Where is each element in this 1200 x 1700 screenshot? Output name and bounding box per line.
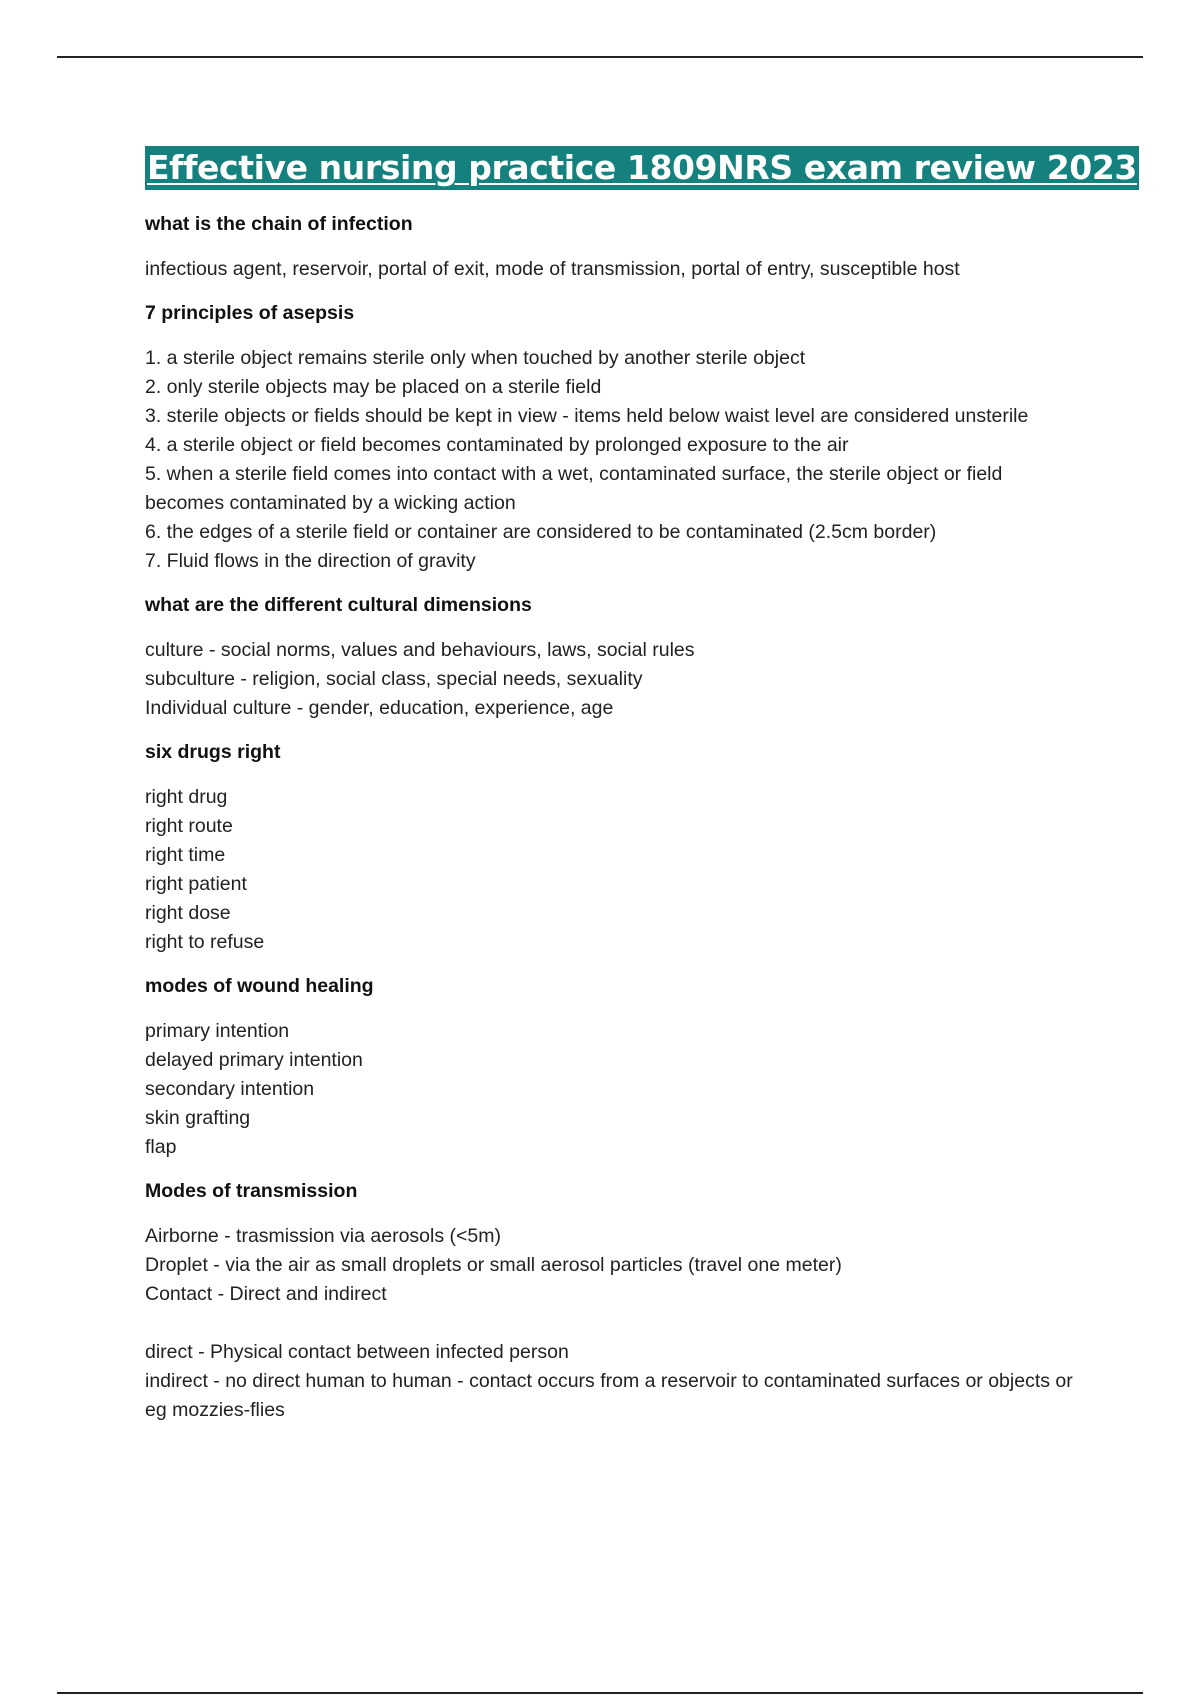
answer-line: 4. a sterile object or field becomes contaminated by prolonged exposure to the air — [145, 434, 849, 456]
answer-line: 3. sterile objects or fields should be kept in view - items held below waist level are considered unsterile — [145, 405, 1029, 427]
answer-line: Individual culture - gender, education, experience, age — [145, 697, 614, 719]
answer-block — [145, 344, 1095, 576]
qa-section-wound-healing — [145, 972, 1095, 1162]
title-block — [145, 146, 1139, 190]
document-title: Effective nursing practice 1809NRS exam review 2023 — [145, 146, 1139, 190]
blank-line — [145, 1309, 1095, 1338]
qa-section-drug-rights — [145, 738, 1095, 957]
answer-line: Contact - Direct and indirect — [145, 1283, 387, 1305]
answer-line: right patient — [145, 873, 247, 895]
document-body — [145, 146, 1137, 1440]
answer-line: 1. a sterile object remains sterile only when touched by another sterile object — [145, 347, 806, 369]
answer-line: flap — [145, 1136, 177, 1158]
answer-line: direct - Physical contact between infected person — [145, 1341, 569, 1363]
answer-block — [145, 1017, 1095, 1162]
answer-line: right dose — [145, 902, 231, 924]
answer-line: Airborne - trasmission via aerosols (<5m) — [145, 1225, 501, 1247]
answer-block — [145, 1222, 1095, 1425]
answer-line: right to refuse — [145, 931, 265, 953]
answer-line: 7. Fluid flows in the direction of gravity — [145, 550, 476, 572]
answer-block — [145, 783, 1095, 957]
question-heading: what is the chain of infection — [145, 213, 413, 235]
qa-section-asepsis — [145, 299, 1095, 576]
answer-line: subculture - religion, social class, special needs, sexuality — [145, 668, 643, 690]
answer-line: skin grafting — [145, 1107, 251, 1129]
answer-line: 5. when a sterile field comes into contact with a wet, contaminated surface, the sterile object or field becomes contaminated by a wicking action — [145, 463, 1003, 514]
answer-line: infectious agent, reservoir, portal of exit, mode of transmission, portal of entry, susceptible host — [145, 258, 960, 280]
question-heading: 7 principles of asepsis — [145, 302, 355, 324]
answer-line: 6. the edges of a sterile field or container are considered to be contaminated (2.5cm border) — [145, 521, 937, 543]
answer-line: right time — [145, 844, 226, 866]
answer-line: Droplet - via the air as small droplets or small aerosol particles (travel one meter) — [145, 1254, 842, 1276]
top-rule — [57, 56, 1143, 58]
bottom-rule — [57, 1692, 1143, 1694]
answer-block — [145, 255, 1095, 284]
answer-line: 2. only sterile objects may be placed on a sterile field — [145, 376, 602, 398]
qa-section-transmission — [145, 1177, 1095, 1425]
answer-line: secondary intention — [145, 1078, 315, 1100]
answer-line: right drug — [145, 786, 228, 808]
answer-line: indirect - no direct human to human - contact occurs from a reservoir to contaminated surfaces or objects or eg mozzies-flies — [145, 1370, 1073, 1421]
answer-line: primary intention — [145, 1020, 290, 1042]
answer-line: delayed primary intention — [145, 1049, 363, 1071]
answer-line: culture - social norms, values and behaviours, laws, social rules — [145, 639, 695, 661]
question-heading: modes of wound healing — [145, 975, 374, 997]
question-heading: what are the different cultural dimensions — [145, 594, 532, 616]
question-heading: six drugs right — [145, 741, 281, 763]
qa-section-chain-of-infection — [145, 210, 1095, 284]
answer-line: right route — [145, 815, 233, 837]
answer-block — [145, 636, 1095, 723]
question-heading: Modes of transmission — [145, 1180, 358, 1202]
qa-section-cultural-dimensions — [145, 591, 1095, 723]
